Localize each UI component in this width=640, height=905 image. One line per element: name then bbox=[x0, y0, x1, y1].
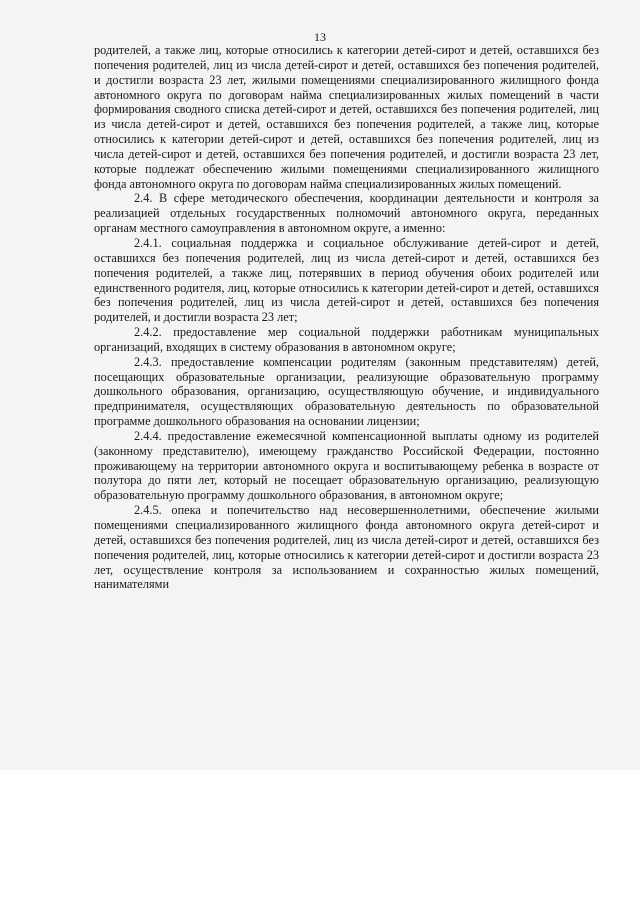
document-body bbox=[94, 43, 599, 592]
paragraph-2-4-4: 2.4.4. предоставление ежемесячной компенсационной выплаты одному из родителей (законному представителю), имеющему гражданство Российской Федерации, постоянно проживающему на территории автономного округа и воспитывающему ребенка в возрасте от полутора до пяти лет, который не посещает образовательную организацию, реализующую образовательную программу дошкольного образования, в автономном округе; bbox=[94, 428, 599, 503]
paragraph-2-4-5: 2.4.5. опека и попечительство над несовершеннолетними, обеспечение жилыми помещениями специализированного жилищного фонда автономного округа детей-сирот и детей, оставшихся без попечения родителей, лиц из числа детей-сирот и детей, оставшихся без попечения родителей, лиц, которые относились к категории детей-сирот и достигли возраста 23 лет, осуществление контроля за использованием и сохранностью жилых помещений, нанимателями bbox=[94, 503, 599, 592]
paragraph-continuation: родителей, а также лиц, которые относились к категории детей-сирот и детей, оставшихся без попечения родителей, лиц из числа детей-сирот и детей, оставшихся без попечения родителей, и достигли возраста 23 лет, жилыми помещениями специализированного жилищного фонда автономного округа по договорам найма специализированных жилых помещений в части формирования сводного списка детей-сирот и детей, оставшихся без попечения родителей, лиц из числа детей-сирот и детей, оставшихся без попечения родителей, а также лиц, которые относились к категории детей-сирот и детей, оставшихся без попечения родителей, лиц из числа детей-сирот и детей, оставшихся без попечения родителей, и достигли возраста 23 лет, которые подлежат обеспечению жилыми помещениями специализированного жилищного фонда автономного округа по договорам найма специализированных жилых помещений. bbox=[94, 43, 599, 191]
paragraph-2-4-1: 2.4.1. социальная поддержка и социальное обслуживание детей-сирот и детей, оставшихся без попечения родителей, лиц из числа детей-сирот и детей, оставшихся без попечения родителей, а также лиц, потерявших в период обучения обоих родителей или единственного родителя, лиц, которые относились к категории детей-сирот и детей, оставшихся без попечения родителей, лиц из числа детей-сирот и детей, оставшихся без попечения родителей, и достигли возраста 23 лет; bbox=[94, 235, 599, 325]
paragraph-2-4: 2.4. В сфере методического обеспечения, координации деятельности и контроля за реализацией отдельных государственных полномочий автономного округа, переданных органам местного самоуправления в автономном округе, а именно: bbox=[94, 191, 599, 236]
paragraph-2-4-2: 2.4.2. предоставление мер социальной поддержки работникам муниципальных организаций, входящих в систему образования в автономном округе; bbox=[94, 325, 599, 354]
paragraph-2-4-3: 2.4.3. предоставление компенсации родителям (законным представителям) детей, посещающих образовательные организации, реализующие образовательную программу дошкольного образования, организацию, осуществляющую обучение, и индивидуального предпринимателя, осуществляющих образовательную деятельность по образовательной программе дошкольного образования на основании лицензии; bbox=[94, 354, 599, 429]
page-number: 13 bbox=[314, 30, 326, 44]
blank-margin bbox=[0, 770, 640, 905]
